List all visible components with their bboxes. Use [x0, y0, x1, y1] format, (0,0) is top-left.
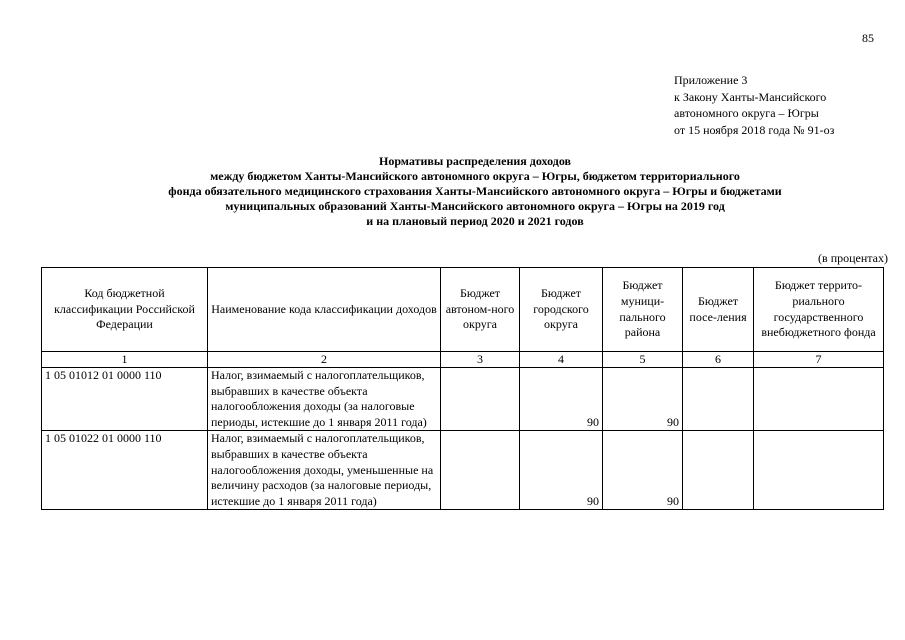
row-name: Налог, взимаемый с налогоплательщиков, выбравших в качестве объекта налогообложения доходы (за налоговые периоды, истекшие до 1 января 2011 года) [208, 368, 441, 431]
header-code: Код бюджетной классификации Российской Федерации [42, 268, 208, 352]
row-fund-value [754, 431, 884, 510]
header-name: Наименование кода классификации доходов [208, 268, 441, 352]
column-number: 5 [603, 352, 683, 368]
column-number-row [42, 352, 884, 368]
units-note: (в процентах) [818, 251, 888, 265]
header-district-budget: Бюджет муници-пального района [603, 268, 683, 352]
row-okrug-value [441, 368, 520, 431]
norms-table [41, 267, 884, 510]
row-district-value: 90 [603, 368, 683, 431]
title-line: фонда обязательного медицинского страхования Ханты-Мансийского автономного округа – Югры и бюджетами [168, 184, 782, 198]
table-row [42, 368, 884, 431]
table-header-row [42, 268, 884, 352]
header-settlement-budget: Бюджет посе-ления [683, 268, 754, 352]
title-line: Нормативы распределения доходов [378, 154, 572, 168]
table-row [42, 431, 884, 510]
appendix-block [674, 72, 834, 138]
row-district-value: 90 [603, 431, 683, 510]
row-code: 1 05 01022 01 0000 110 [42, 431, 208, 510]
appendix-line: Приложение 3 [674, 73, 748, 87]
header-okrug-budget: Бюджет автоном-ного округа [441, 268, 520, 352]
row-city-value: 90 [520, 431, 603, 510]
column-number: 3 [441, 352, 520, 368]
header-fund-budget: Бюджет террито-риального государственного внебюджетного фонда [754, 268, 884, 352]
title-line: и на плановый период 2020 и 2021 годов [366, 214, 584, 228]
header-city-budget: Бюджет городского округа [520, 268, 603, 352]
row-settlement-value [683, 368, 754, 431]
row-city-value: 90 [520, 368, 603, 431]
column-number: 1 [42, 352, 208, 368]
appendix-line: от 15 ноября 2018 года № 91-оз [674, 122, 835, 137]
appendix-line: к Закону Ханты-Мансийского [674, 89, 827, 104]
column-number: 6 [683, 352, 754, 368]
row-okrug-value [441, 431, 520, 510]
title-line: между бюджетом Ханты-Мансийского автономного округа – Югры, бюджетом территориального [210, 169, 740, 183]
row-name: Налог, взимаемый с налогоплательщиков, выбравших в качестве объекта налогообложения доходы, уменьшенные на величину расходов (за налоговые периоды, истекшие до 1 января 2011 года) [208, 431, 441, 510]
column-number: 4 [520, 352, 603, 368]
row-settlement-value [683, 431, 754, 510]
page-number: 85 [862, 31, 874, 45]
column-number: 7 [754, 352, 884, 368]
column-number: 2 [208, 352, 441, 368]
row-fund-value [754, 368, 884, 431]
row-code: 1 05 01012 01 0000 110 [42, 368, 208, 431]
appendix-line: автономного округа – Югры [674, 106, 819, 120]
document-title [40, 154, 905, 229]
title-line: муниципальных образований Ханты-Мансийского автономного округа – Югры на 2019 год [225, 199, 725, 213]
